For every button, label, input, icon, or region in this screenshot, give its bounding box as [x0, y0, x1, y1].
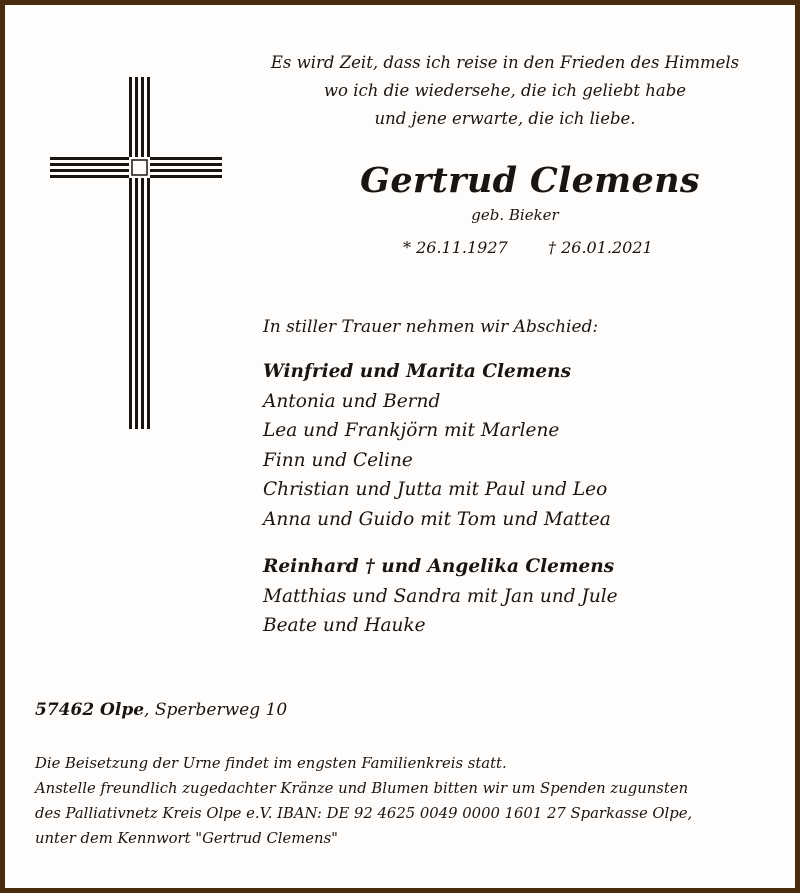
- deceased-name: Gertrud Clemens: [360, 160, 700, 201]
- poem-line: wo ich die wiedersehe, die ich geliebt habe: [323, 81, 687, 100]
- poem: [235, 49, 775, 133]
- family-member: Christian und Jutta mit Paul und Leo: [263, 479, 608, 501]
- family-group: [263, 357, 611, 534]
- poem-line: Es wird Zeit, dass ich reise in den Frieden des Himmels: [270, 53, 740, 72]
- family-member: Lea und Frankjörn mit Marlene: [263, 420, 560, 442]
- family-head: Reinhard † und Angelika Clemens: [263, 556, 615, 577]
- note-line: Die Beisetzung der Urne findet im engsten Familienkreis statt.: [35, 755, 507, 772]
- address-street: , Sperberweg 10: [144, 700, 288, 720]
- family-member: Matthias und Sandra mit Jan und Jule: [263, 586, 618, 607]
- cross-icon: [5, 5, 245, 435]
- notes: [35, 751, 692, 851]
- birth-name: geb. Bieker: [471, 206, 559, 224]
- death-date: † 26.01.2021: [548, 238, 653, 257]
- note-line: des Palliativnetz Kreis Olpe e.V. IBAN: DE 92 4625 0049 0000 1601 27 Sparkasse Olpe,: [35, 805, 693, 822]
- address: [35, 700, 287, 720]
- poem-line: und jene erwarte, die ich liebe.: [374, 109, 636, 128]
- family-member: Finn und Celine: [263, 449, 413, 471]
- mourning-intro: In stiller Trauer nehmen wir Abschied:: [263, 317, 599, 337]
- family-head: Winfried und Marita Clemens: [263, 361, 572, 382]
- birth-date: * 26.11.1927: [403, 238, 508, 257]
- address-city: 57462 Olpe: [35, 700, 145, 720]
- family-group: [263, 552, 618, 641]
- family-member: Beate und Hauke: [263, 615, 426, 637]
- note-line: unter dem Kennwort "Gertrud Clemens": [35, 830, 338, 847]
- family-member: Anna und Guido mit Tom und Mattea: [263, 508, 611, 530]
- family-member: Antonia und Bernd: [263, 391, 441, 412]
- note-line: Anstelle freundlich zugedachter Kränze und Blumen bitten wir um Spenden zugunsten: [35, 780, 689, 797]
